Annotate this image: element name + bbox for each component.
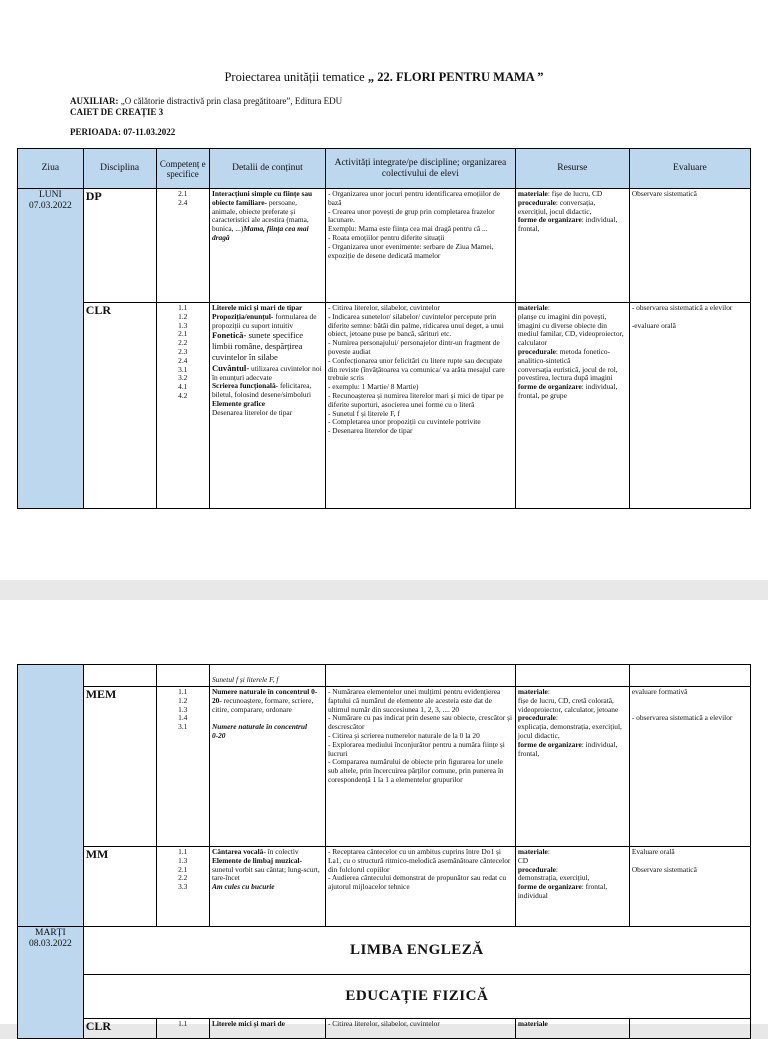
merged-subject-english: LIMBA ENGLEZĂ bbox=[83, 927, 750, 975]
table-row bbox=[18, 975, 751, 1019]
discipline-cell: CLR bbox=[83, 1019, 156, 1039]
header-disciplina: Disciplina bbox=[83, 149, 156, 189]
competence-code: 3.3 bbox=[178, 882, 188, 892]
evaluation-cell bbox=[629, 687, 750, 847]
competence-cell bbox=[156, 665, 209, 687]
title-prefix: Proiectarea unității tematice bbox=[224, 70, 365, 84]
content-cell bbox=[209, 1019, 325, 1039]
rich-text-segment: recunoaștere, formare, scriere, citire, comparare, ordonare bbox=[211, 695, 314, 714]
rich-text-segment: persoane, animale, obiecte preferate și caracteristici ale acestira (mama, bunica, ...) bbox=[211, 197, 309, 234]
table-row bbox=[18, 927, 751, 975]
competence-code: 4.1 bbox=[178, 382, 188, 392]
rich-text-segment: : metoda fonetico-analitico-sintetică conversația euristică, jocul de rol, povestirea, lectura după imagini bbox=[517, 346, 618, 383]
activities-cell bbox=[325, 847, 515, 927]
resources-partial-text: materiale bbox=[517, 1019, 548, 1028]
evaluation-cell bbox=[629, 847, 750, 927]
caiet-text: CAIET DE CREAȚIE 3 bbox=[70, 107, 164, 117]
competence-cell bbox=[156, 687, 209, 847]
table-row bbox=[18, 303, 751, 509]
rich-text-segment: : individual, frontal, pe grupe bbox=[517, 382, 618, 400]
content-cell bbox=[209, 189, 325, 303]
content-continued-text: Sunetul f și literele F, f bbox=[211, 675, 279, 685]
competence-cell: 1.1 bbox=[156, 1019, 209, 1039]
competence-code: 3.2 bbox=[178, 373, 188, 383]
activities-cell bbox=[325, 665, 515, 687]
header-activitati: Activități integrate/pe discipline; organizarea colectivului de elevi bbox=[325, 149, 515, 189]
competence-code: 3.1 bbox=[178, 722, 188, 732]
rich-text-segment: Am cules cu bucurie bbox=[211, 882, 275, 892]
header-competente: Competenț e specifice bbox=[156, 149, 209, 189]
rich-text-segment: : CD bbox=[517, 847, 550, 865]
rich-text-segment: : explicația, demonstrația, exercițiul, jocul didactic, bbox=[517, 713, 622, 740]
rich-text-segment: utilizarea cuvintelor noi în enunțuri adecvate bbox=[211, 363, 322, 382]
rich-text-segment: Cântarea vocală- bbox=[211, 847, 266, 856]
rich-text-segment: materiale bbox=[517, 687, 548, 696]
rich-text-segment: procedurale bbox=[517, 864, 556, 874]
rich-text-segment: : individual, frontal, bbox=[517, 739, 618, 758]
rich-text-segment: : individual, frontal, bbox=[517, 215, 618, 234]
cell-text: evaluare formativă - observarea sistematică a elevilor bbox=[631, 687, 733, 723]
caiet-line bbox=[70, 107, 163, 117]
rich-text-segment: : fișe de lucru, CD bbox=[547, 189, 603, 198]
evaluation-cell bbox=[629, 303, 750, 509]
rich-text-segment: : planșe cu imagini din povești, imagini cu diverse obiecte din mediul familar, CD, videoproiector, calculator bbox=[517, 303, 624, 348]
header-continut: Detalii de conținut bbox=[209, 149, 325, 189]
competence-code: 2.4 bbox=[178, 355, 188, 365]
day-cell: MARȚI 08.03.2022 bbox=[18, 927, 84, 1039]
rich-text-segment: procedurale bbox=[517, 713, 556, 723]
competence-cell bbox=[156, 189, 209, 303]
competence-code: 1.2 bbox=[178, 311, 188, 321]
discipline-cell bbox=[83, 665, 156, 687]
header-evaluare: Evaluare bbox=[629, 149, 750, 189]
merged-subject-physical-education: EDUCAȚIE FIZICĂ bbox=[83, 975, 750, 1019]
resources-cell bbox=[515, 1019, 629, 1039]
rich-text-segment: Scrierea funcțională- bbox=[211, 381, 279, 391]
competence-code: 2.1 bbox=[178, 329, 188, 339]
activities-cell bbox=[325, 189, 515, 303]
rich-text-segment: forme de organizare bbox=[517, 215, 582, 225]
header-resurse: Resurse bbox=[515, 149, 629, 189]
competence-code: 1.4 bbox=[178, 713, 188, 723]
auxiliar-label: AUXILIAR: bbox=[70, 96, 119, 106]
rich-text-segment: sunetul vorbit sau cântat; lung-scurt, tare-încet bbox=[211, 864, 320, 883]
cell-text: - Numărarea elementelor unei mulțimi pentru evidențierea faptului că numărul de elemente ale acesteia este dat de ultimul număr din succesiunea 1, 2, 3, .... 20 - Numărare cu pas indicat prin desene sau obiecte, crescător și descrescător - Citirea și scrierea numerelor naturale de la 0 la 20 - Explorarea mediului înconjurător pentru a număra ființe și lucruri - Compararea numărului de obiecte prin figurarea lor unele sub altele, prin încercuirea părților comune, prin punerea în corespondență 1 la 1 a elementelor grupurilor bbox=[327, 687, 513, 784]
content-partial-text: Literele mici și mari de bbox=[211, 1019, 285, 1028]
cell-text: - observarea sistematică a elevilor -evaluare orală bbox=[631, 303, 733, 330]
table-row bbox=[18, 1019, 751, 1039]
table-row bbox=[18, 189, 751, 303]
rich-text-segment: sunete specifice limbii române, despărțirea cuvintelor în silabe bbox=[211, 330, 304, 362]
table-row bbox=[18, 687, 751, 847]
competence-code: 4.2 bbox=[178, 390, 188, 400]
rich-text-segment: în colectiv bbox=[265, 847, 299, 856]
competence-code: 2.3 bbox=[178, 346, 188, 356]
perioada-text: PERIOADA: 07-11.03.2022 bbox=[70, 127, 176, 137]
competence-code: 1.1 bbox=[178, 303, 188, 312]
rich-text-segment: : conversația, exercițiul, jocul didactic, bbox=[517, 197, 596, 216]
rich-text-segment: forme de organizare bbox=[517, 382, 582, 392]
cell-text: Evaluare orală Observare sistematică bbox=[631, 847, 697, 874]
planning-table-page-2 bbox=[17, 664, 751, 1039]
discipline-cell: DP bbox=[83, 189, 156, 303]
rich-text-segment: Elemente grafice bbox=[211, 398, 266, 408]
rich-text-segment: Numere naturale în concentrul 0-20 bbox=[211, 722, 308, 740]
rich-text-segment: Mama, ființa cea mai dragă bbox=[211, 224, 309, 242]
content-cell bbox=[209, 687, 325, 847]
cell-text: - Receptarea cântecelor cu un ambitus cuprins între Do1 și La1, cu o structură ritmico-melodică asemănătoare cântecelor din folclorul copiilor - Audierea cântecului demonstrat de propunător sau redat cu ajutorul mijloacelor tehnice bbox=[327, 847, 511, 892]
activities-cell bbox=[325, 687, 515, 847]
rich-text-segment: materiale bbox=[517, 847, 548, 856]
rich-text-segment: formularea de propoziții cu suport intuitiv bbox=[211, 311, 317, 330]
evaluation-cell bbox=[629, 665, 750, 687]
resources-cell bbox=[515, 189, 629, 303]
cell-text: Observare sistematică bbox=[631, 189, 697, 198]
rich-text-segment: Cuvântul- bbox=[211, 362, 250, 373]
competence-cell bbox=[156, 303, 209, 509]
table-row bbox=[18, 847, 751, 927]
rich-text-segment: felicitarea, biletul, folosind desene/simboluri bbox=[211, 381, 312, 400]
competence-code: 2.1 bbox=[178, 864, 188, 874]
planning-table-page-1 bbox=[17, 148, 751, 509]
page-title bbox=[0, 70, 768, 85]
evaluation-cell bbox=[629, 1019, 750, 1039]
content-cell bbox=[209, 303, 325, 509]
rich-text-segment: Fonetică- bbox=[211, 330, 247, 341]
perioada-line bbox=[70, 127, 175, 137]
competence-code: 2.2 bbox=[178, 873, 188, 883]
cell-text: - Organizarea unor jocuri pentru identificarea emoțiilor de bază - Crearea unor povești de grup prin completarea frazelor lacunare. Exemplu: Mama este ființa cea mai dragă pentru că ... - Roata emoțiilor pentru diferite situații - Organizarea unor evenimente: serbare de Ziua Mamei, expoziție de desene dedicată mamelor bbox=[327, 189, 500, 260]
rich-text-segment: Desenarea literelor de tipar bbox=[211, 407, 293, 417]
auxiliar-line bbox=[70, 96, 342, 106]
rich-text-segment: materiale bbox=[517, 189, 548, 198]
rich-text-segment: : demonstrația, exercițiul, bbox=[517, 864, 590, 883]
rich-text-segment: Elemente de limbaj muzical- bbox=[211, 855, 303, 865]
content-cell bbox=[209, 665, 325, 687]
rich-text-segment: forme de organizare bbox=[517, 882, 582, 892]
rich-text-segment: procedurale bbox=[517, 346, 556, 356]
competence-code: 2.1 bbox=[178, 189, 188, 198]
title-theme: „ 22. FLORI PENTRU MAMA ” bbox=[367, 70, 544, 84]
rich-text-segment: forme de organizare bbox=[517, 739, 582, 749]
competence-code: 2.2 bbox=[178, 338, 188, 348]
rich-text-segment: Interacțiuni simple cu ființe sau obiecte familiare- bbox=[211, 189, 313, 207]
activities-cell bbox=[325, 303, 515, 509]
resources-cell bbox=[515, 303, 629, 509]
discipline-cell: MM bbox=[83, 847, 156, 927]
discipline-cell: MEM bbox=[83, 687, 156, 847]
rich-text-segment: Numere naturale în concentrul 0-20- bbox=[211, 687, 318, 705]
competence-code: 3.1 bbox=[178, 364, 188, 374]
competence-code: 1.3 bbox=[178, 704, 188, 714]
table-row bbox=[18, 665, 751, 687]
day-cell: LUNI 07.03.2022 bbox=[18, 189, 84, 509]
auxiliar-text: „O călătorie distractivă prin clasa pregătitoare”, Editura EDU bbox=[120, 96, 343, 106]
competence-code: 1.3 bbox=[178, 855, 188, 865]
rich-text-segment: Propoziția/enunțul- bbox=[211, 311, 274, 321]
resources-cell bbox=[515, 687, 629, 847]
rich-text-segment: : fișe de lucru, CD, cretă colorată, videoproiector, calculator, jetoane bbox=[517, 687, 619, 714]
competence-code: 1.1 bbox=[178, 687, 188, 696]
header-ziua: Ziua bbox=[18, 149, 84, 189]
resources-cell bbox=[515, 665, 629, 687]
activities-cell: - Citirea literelor, silabelor, cuvintelor bbox=[325, 1019, 515, 1039]
content-cell bbox=[209, 847, 325, 927]
resources-cell bbox=[515, 847, 629, 927]
table-header-row bbox=[18, 149, 751, 189]
discipline-cell: CLR bbox=[83, 303, 156, 509]
competence-code: 2.4 bbox=[178, 197, 188, 207]
rich-text-segment: materiale bbox=[517, 303, 548, 312]
competence-code: 1.3 bbox=[178, 320, 188, 330]
day-cell-continued bbox=[18, 665, 84, 927]
cell-text: - Citirea literelor, silabelor, cuvintelor - Indicarea sunetelor/ silabelor/ cuvintelor percepute prin diferite semne: bătăi din palme, ridicarea unui deget, a unui obiect, jetoane puse pe bancă, sărituri etc. - Numirea personajului/ personajelor dintr-un fragment de poveste audiat - Confecționarea unor felicitări cu litere rupte sau decupate din reviste (învățătoarea va comunica/ va arăta mesajul care trebuie scris - exemplu: 1 Martie/ 8 Martie) - Recunoașterea și numirea literelor mari și mici de tipar pe diferite suporturi, asocierea unei forme cu o literă - Sunetul f și literele F, f - Completarea unor propoziții cu cuvintele potrivite - Desenarea literelor de tipar bbox=[327, 303, 505, 436]
competence-code: 1.1 bbox=[178, 847, 188, 856]
rich-text-segment: : frontal, individual bbox=[517, 882, 608, 900]
rich-text-segment: procedurale bbox=[517, 197, 556, 207]
competence-cell bbox=[156, 847, 209, 927]
competence-code: 1.2 bbox=[178, 695, 188, 705]
document-page-2 bbox=[0, 600, 768, 1033]
evaluation-cell bbox=[629, 189, 750, 303]
rich-text-segment: Literele mici și mari de tipar bbox=[211, 303, 303, 312]
